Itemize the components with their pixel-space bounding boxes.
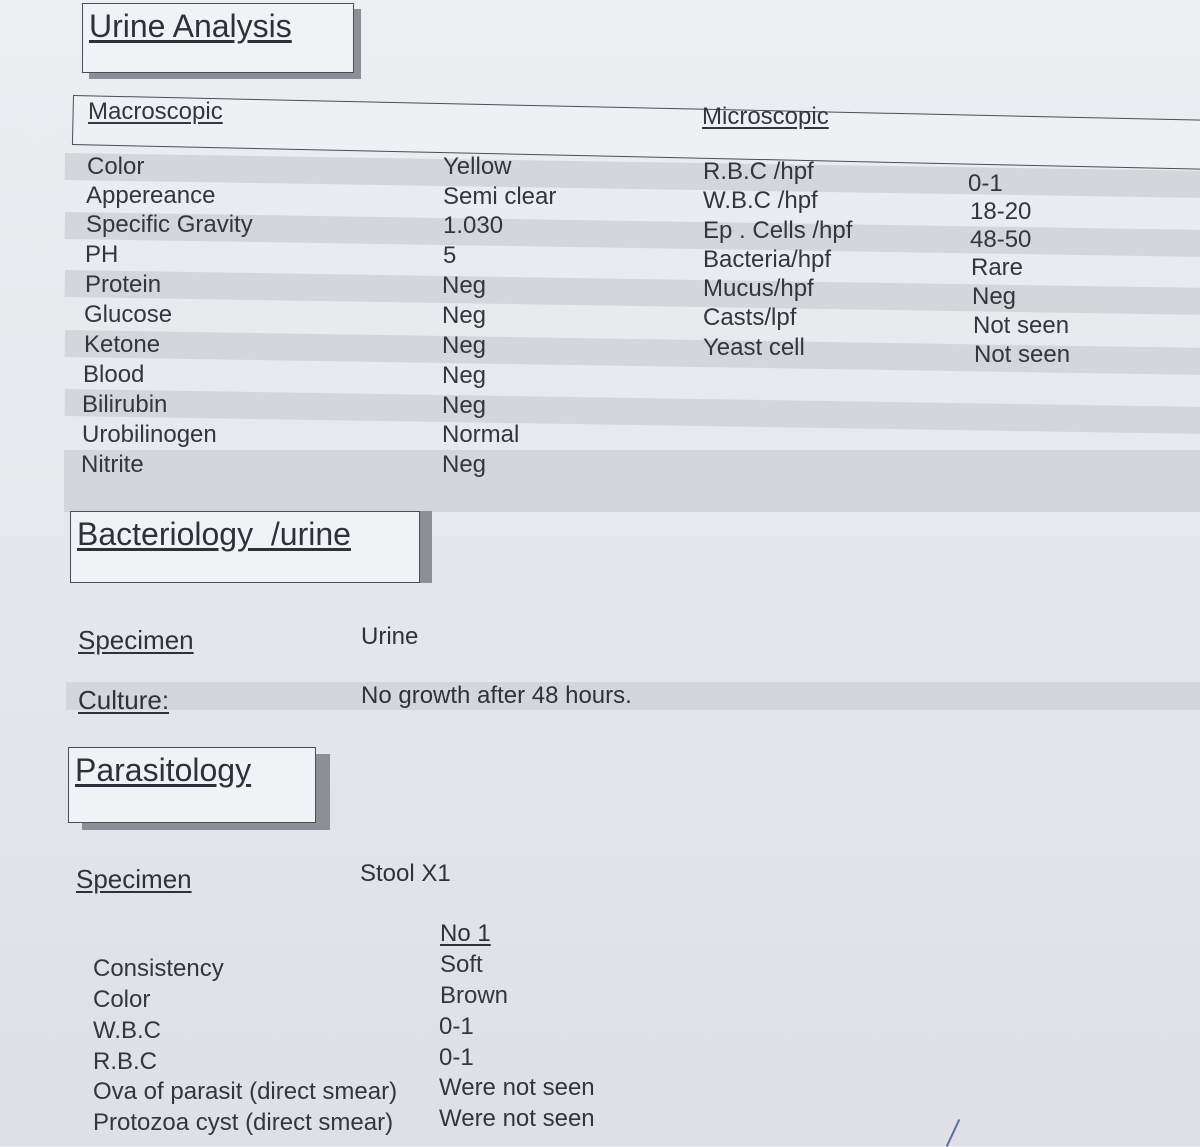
macro-value-ph: 5 xyxy=(443,242,457,269)
micro-label-yeast-cell: Yeast cell xyxy=(703,334,805,361)
bacteriology-title-box xyxy=(70,511,420,583)
parasitology-title: Parasitology xyxy=(75,752,252,788)
macro-label-protein: Protein xyxy=(85,271,162,298)
stool-value-color: Brown xyxy=(440,982,509,1009)
urine-analysis-title-box xyxy=(82,3,354,73)
sample-column-header: No 1 xyxy=(440,920,491,947)
micro-value-wbc: 18-20 xyxy=(970,198,1032,225)
macroscopic-heading: Macroscopic xyxy=(88,98,223,125)
microscopic-heading: Microscopic xyxy=(702,103,829,130)
macro-value-blood: Neg xyxy=(442,362,487,389)
row-band xyxy=(65,270,1200,315)
stool-label-rbc: R.B.C xyxy=(93,1048,158,1075)
macro-label-ph: PH xyxy=(85,241,119,268)
culture-label: Culture: xyxy=(78,685,170,715)
micro-label-wbc: W.B.C /hpf xyxy=(703,187,818,214)
macro-value-appereance: Semi clear xyxy=(443,183,557,210)
micro-value-mucus: Neg xyxy=(972,283,1017,310)
macro-value-specific-gravity: 1.030 xyxy=(443,212,504,239)
stool-label-color: Color xyxy=(93,986,151,1013)
micro-value-ep-cells: 48-50 xyxy=(970,226,1032,253)
micro-label-mucus: Mucus/hpf xyxy=(703,275,814,302)
parasitology-specimen-value: Stool X1 xyxy=(360,860,451,887)
macro-label-appereance: Appereance xyxy=(86,182,216,209)
macro-label-specific-gravity: Specific Gravity xyxy=(86,211,253,238)
bacteriology-specimen-label: Specimen xyxy=(78,625,194,655)
macro-label-ketone: Ketone xyxy=(84,331,161,358)
stool-value-rbc: 0-1 xyxy=(439,1044,474,1071)
macro-value-ketone: Neg xyxy=(442,332,487,359)
stool-label-protozoa: Protozoa cyst (direct smear) xyxy=(93,1109,394,1136)
micro-value-bacteria: Rare xyxy=(971,254,1024,281)
stool-value-ova: Were not seen xyxy=(439,1074,595,1101)
macro-label-glucose: Glucose xyxy=(84,301,173,328)
urine-analysis-title: Urine Analysis xyxy=(89,8,292,44)
macro-label-nitrite: Nitrite xyxy=(81,451,144,478)
micro-label-rbc: R.B.C /hpf xyxy=(703,158,814,185)
macro-label-urobilinogen: Urobilinogen xyxy=(82,421,217,448)
micro-value-rbc: 0-1 xyxy=(968,170,1003,197)
macro-value-color: Yellow xyxy=(443,153,512,180)
stool-label-wbc: W.B.C xyxy=(93,1017,162,1044)
parasitology-title-box xyxy=(68,747,316,823)
row-band xyxy=(64,450,1200,512)
micro-value-yeast-cell: Not seen xyxy=(974,341,1071,368)
macro-value-protein: Neg xyxy=(442,272,487,299)
macro-label-color: Color xyxy=(87,153,145,180)
culture-value: No growth after 48 hours. xyxy=(361,682,632,709)
stool-value-protozoa: Were not seen xyxy=(439,1105,595,1132)
stool-value-wbc: 0-1 xyxy=(439,1013,474,1040)
macro-value-glucose: Neg xyxy=(442,302,487,329)
macro-value-nitrite: Neg xyxy=(442,451,487,478)
stool-label-consistency: Consistency xyxy=(93,955,224,982)
parasitology-specimen-label: Specimen xyxy=(76,864,192,894)
bacteriology-title: Bacteriology /urine xyxy=(77,516,351,552)
stool-label-ova: Ova of parasit (direct smear) xyxy=(93,1078,398,1105)
row-band xyxy=(65,389,1200,434)
micro-label-bacteria: Bacteria/hpf xyxy=(703,246,832,273)
micro-label-casts: Casts/lpf xyxy=(703,304,797,331)
culture-row-band xyxy=(66,682,1200,710)
macro-value-urobilinogen: Normal xyxy=(442,421,520,448)
micro-value-casts: Not seen xyxy=(973,312,1070,339)
micro-label-ep-cells: Ep . Cells /hpf xyxy=(703,217,853,244)
macro-label-blood: Blood xyxy=(83,361,145,388)
stool-value-consistency: Soft xyxy=(440,951,483,978)
macro-label-bilirubin: Bilirubin xyxy=(82,391,168,418)
macro-value-bilirubin: Neg xyxy=(442,392,487,419)
pen-mark xyxy=(946,1119,960,1147)
bacteriology-specimen-value: Urine xyxy=(361,623,419,650)
